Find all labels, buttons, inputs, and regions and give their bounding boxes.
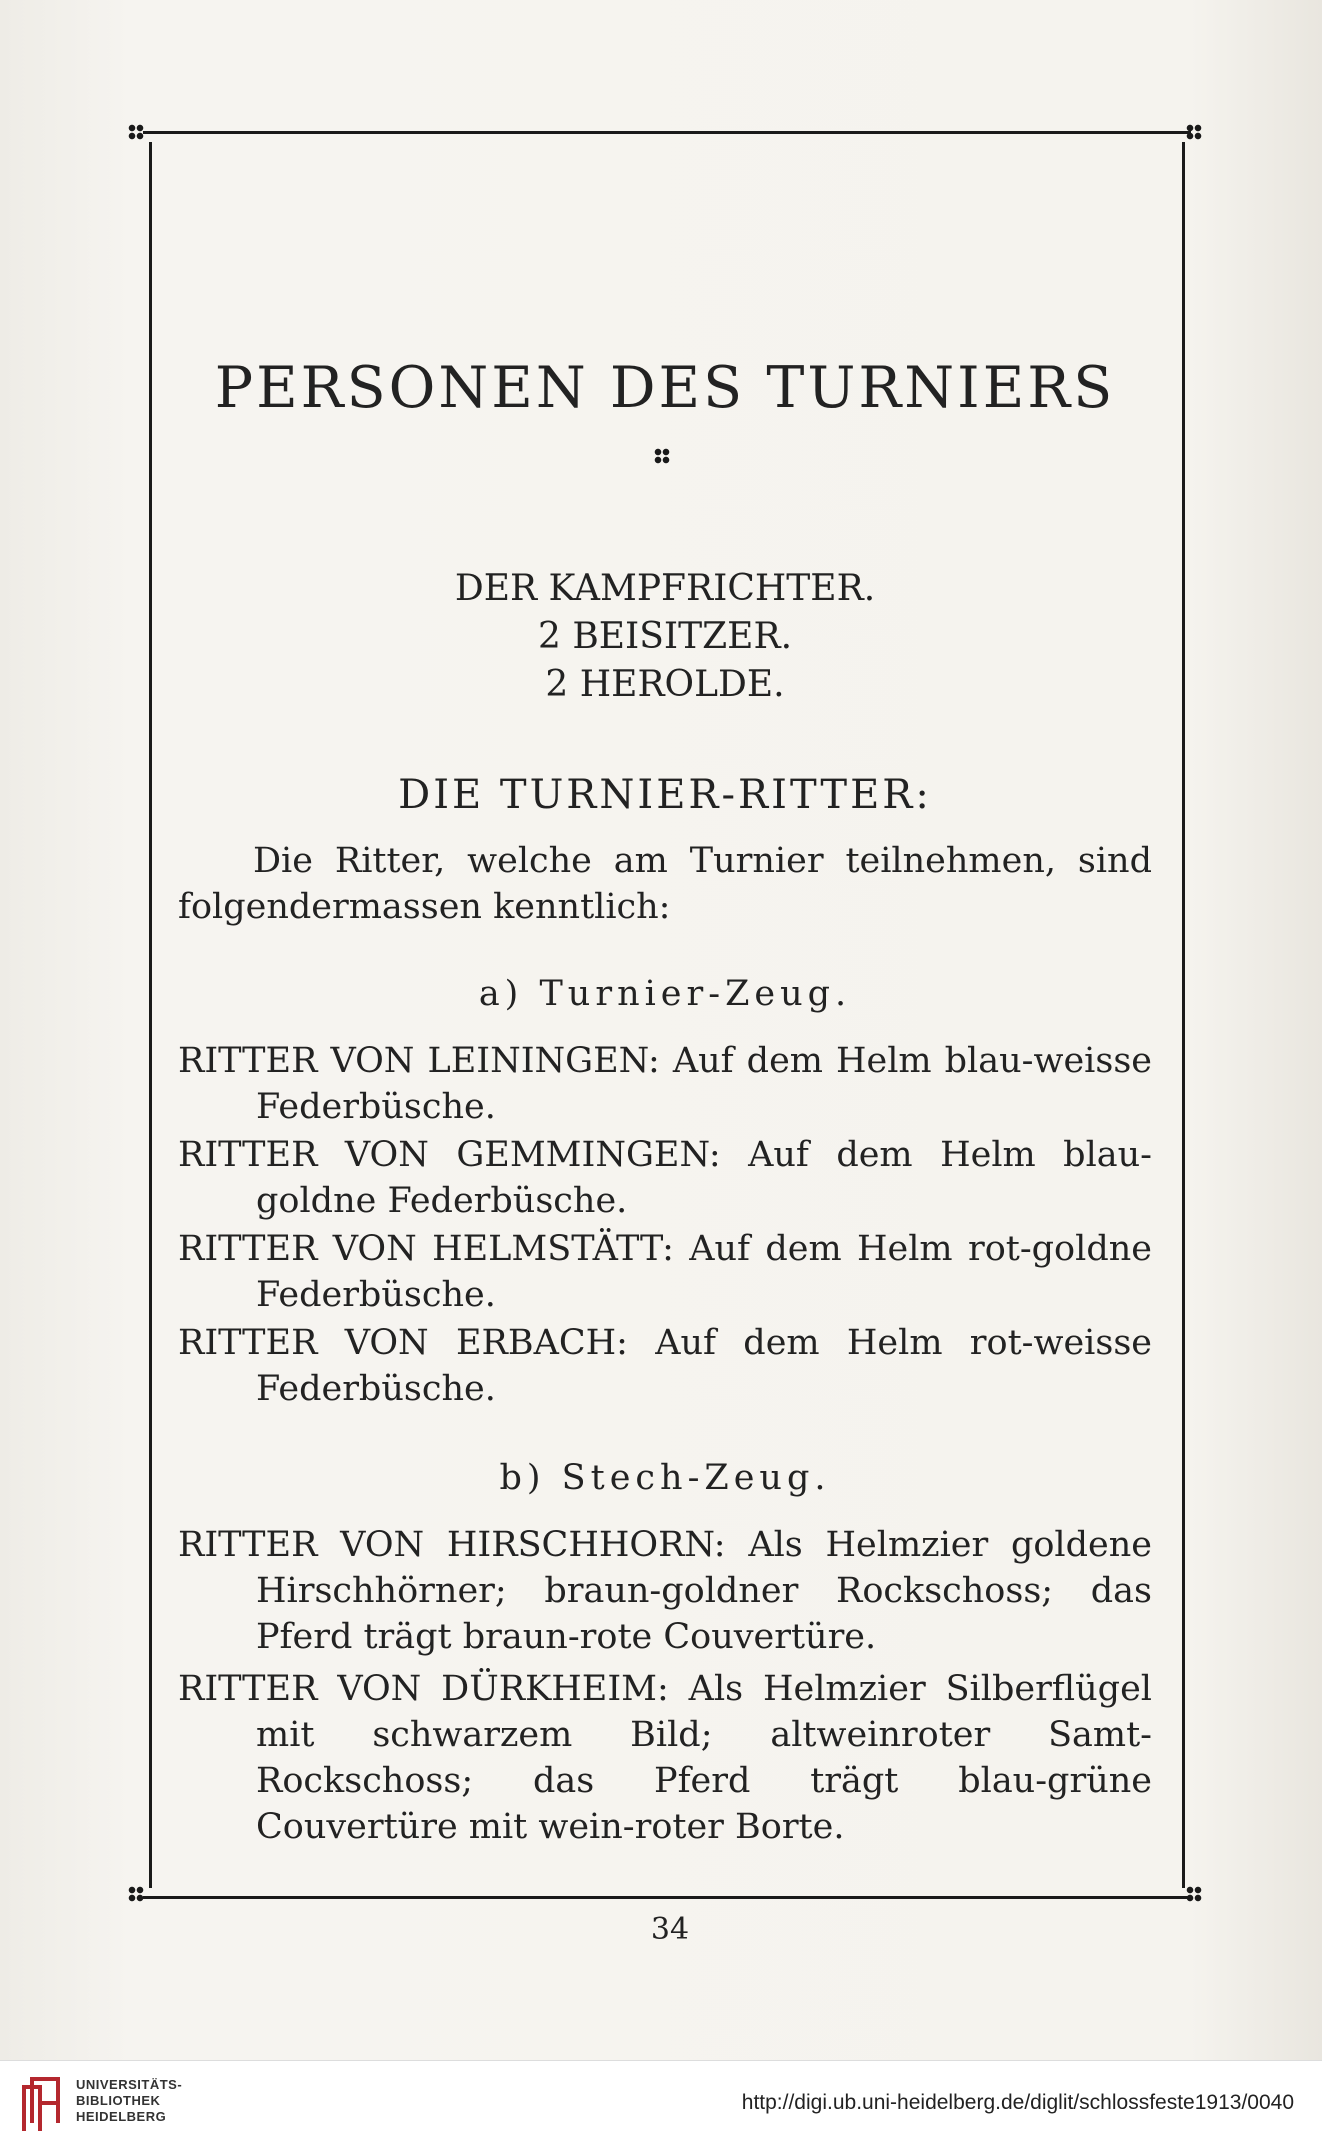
permalink-url[interactable]: http://digi.ub.uni-heidelberg.de/diglit/schlossfeste1913/0040: [741, 2091, 1294, 2114]
library-name: [76, 2077, 182, 2125]
knights-heading: DIE TURNIER-RITTER:: [398, 772, 932, 818]
library-name-line: HEIDELBERG: [76, 2109, 167, 2124]
corner-ornament-bottom-right: [1186, 1886, 1202, 1902]
entry-duerkheim: RITTER VON DÜRKHEIM: Als Helmzier Silberflügel mit schwarzem Bild; altweinroter Samt-Rockschoss; das Pferd trägt blau-grüne Couvertüre mit wein-roter Borte.: [178, 1669, 1152, 1847]
entry-hirschhorn: RITTER VON HIRSCHHORN: Als Helmzier goldene Hirschhörner; braun-goldner Rockschoss; das Pferd trägt braun-rote Couvertüre.: [178, 1525, 1152, 1657]
viewer-footer: [0, 2060, 1322, 2148]
entry-helmstaett: RITTER VON HELMSTÄTT: Auf dem Helm rot-goldne Federbüsche.: [178, 1229, 1152, 1315]
library-logo-icon: [18, 2073, 64, 2135]
library-name-line: UNIVERSITÄTS-: [76, 2077, 183, 2092]
official-assessors: 2 BEISITZER.: [537, 616, 793, 657]
corner-ornament-top-left: [128, 124, 144, 140]
page-title: PERSONEN DES TURNIERS: [214, 355, 1116, 421]
corner-ornament-top-right: [1186, 124, 1202, 140]
official-judge: DER KAMPFRICHTER.: [454, 568, 876, 609]
section-a-heading: a) Turnier-Zeug.: [478, 974, 852, 1014]
entry-erbach: RITTER VON ERBACH: Auf dem Helm rot-weisse Federbüsche.: [178, 1323, 1152, 1409]
official-heralds: 2 HEROLDE.: [545, 664, 785, 705]
entry-gemmingen: RITTER VON GEMMINGEN: Auf dem Helm blau-goldne Federbüsche.: [178, 1135, 1152, 1221]
library-name-line: BIBLIOTHEK: [76, 2093, 161, 2108]
entry-leiningen: RITTER VON LEININGEN: Auf dem Helm blau-weisse Federbüsche.: [178, 1041, 1152, 1127]
knights-intro: Die Ritter, welche am Turnier teilnehmen, sind folgendermassen kenntlich:: [178, 841, 1152, 927]
section-b-heading: b) Stech-Zeug.: [499, 1458, 831, 1498]
corner-ornament-bottom-left: [128, 1886, 144, 1902]
title-ornament: [654, 448, 670, 464]
page-number: 34: [650, 1912, 690, 1947]
